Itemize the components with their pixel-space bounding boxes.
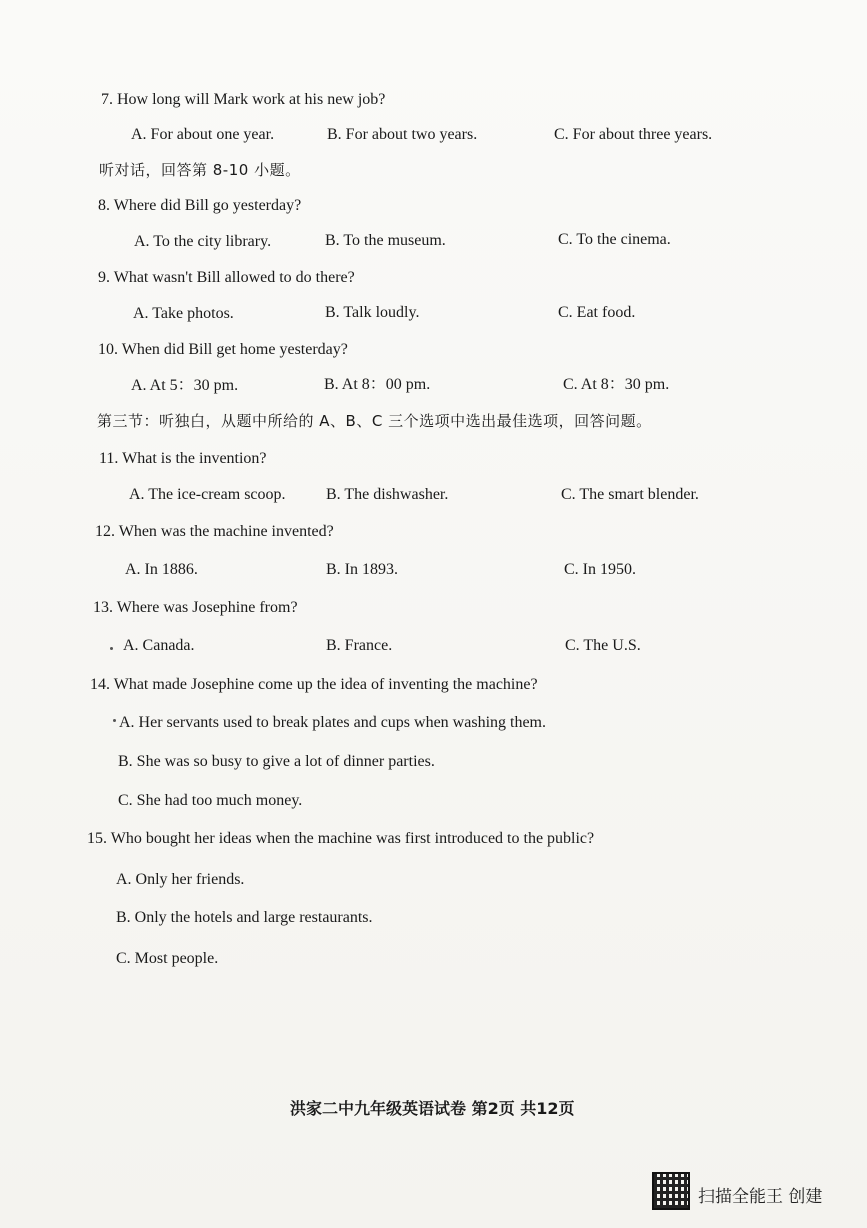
section-instruction: 听对话，回答第 8-10 小题。 [99, 161, 301, 179]
question-text: Where did Bill go yesterday? [113, 197, 302, 214]
q13-option-b: B. France. [326, 637, 393, 654]
question-10 [98, 340, 348, 360]
question-number: 13. [93, 599, 113, 616]
q12-option-b: B. In 1893. [326, 561, 398, 578]
question-text: When was the machine invented? [118, 523, 334, 540]
section-3-instruction: 第三节：听独白，从题中所给的 A、B、C 三个选项中选出最佳选项，回答问题。 [97, 412, 652, 430]
q12-option-c: C. In 1950. [564, 561, 636, 578]
question-text: Who bought her ideas when the machine was first introduced to the public? [110, 830, 595, 847]
q9-option-c: C. Eat food. [558, 304, 636, 321]
question-text: Where was Josephine from? [116, 599, 298, 616]
q7-option-a: A. For about one year. [131, 126, 275, 143]
question-11 [99, 449, 267, 469]
q7-option-b: B. For about two years. [327, 126, 478, 143]
q10-option-b: B. At 8：00 pm. [324, 376, 431, 393]
q12-option-a: A. In 1886. [125, 561, 198, 578]
page-footer: 洪家二中九年级英语试卷 第2页 共12页 [290, 1099, 575, 1118]
question-12 [95, 522, 334, 542]
scanner-watermark: 扫描全能王 创建 [698, 1187, 823, 1207]
q10-option-a: A. At 5：30 pm. [131, 377, 239, 394]
question-text: How long will Mark work at his new job? [117, 91, 386, 108]
question-number: 12. [95, 523, 115, 540]
question-15 [87, 829, 594, 849]
q15-option-c: C. Most people. [116, 950, 219, 967]
question-number: 11. [99, 450, 119, 467]
question-number: 10. [98, 341, 118, 358]
question-13 [93, 598, 298, 618]
scan-speck [110, 647, 113, 650]
q14-option-a: A. Her servants used to break plates and cups when washing them. [119, 714, 546, 731]
q7-option-c: C. For about three years. [554, 126, 713, 143]
q14-option-b: B. She was so busy to give a lot of dinner parties. [118, 753, 435, 770]
q11-option-a: A. The ice-cream scoop. [129, 486, 286, 503]
q13-option-c: C. The U.S. [565, 637, 641, 654]
question-text: What made Josephine come up the idea of inventing the machine? [113, 676, 538, 693]
q11-option-b: B. The dishwasher. [326, 486, 449, 503]
question-8 [98, 196, 301, 216]
q10-option-c: C. At 8：30 pm. [563, 376, 670, 393]
question-number: 7. [101, 91, 113, 108]
q8-option-c: C. To the cinema. [558, 231, 671, 248]
q9-option-a: A. Take photos. [133, 305, 234, 322]
question-number: 8. [98, 197, 110, 214]
q8-option-a: A. To the city library. [134, 233, 272, 250]
q15-option-b: B. Only the hotels and large restaurants. [116, 909, 373, 926]
question-text: When did Bill get home yesterday? [121, 341, 348, 358]
qr-code-icon [652, 1172, 690, 1210]
q8-option-b: B. To the museum. [325, 232, 446, 249]
q11-option-c: C. The smart blender. [561, 486, 699, 503]
question-number: 14. [90, 676, 110, 693]
question-text: What is the invention? [122, 450, 267, 467]
q13-option-a: A. Canada. [123, 637, 195, 654]
question-number: 9. [98, 269, 110, 286]
q14-option-c: C. She had too much money. [118, 792, 303, 809]
q9-option-b: B. Talk loudly. [325, 304, 420, 321]
question-9 [98, 268, 355, 288]
question-number: 15. [87, 830, 107, 847]
question-14 [90, 675, 538, 695]
question-text: What wasn't Bill allowed to do there? [113, 269, 355, 286]
scan-speck [113, 719, 116, 722]
q15-option-a: A. Only her friends. [116, 871, 245, 888]
question-7 [101, 90, 385, 110]
